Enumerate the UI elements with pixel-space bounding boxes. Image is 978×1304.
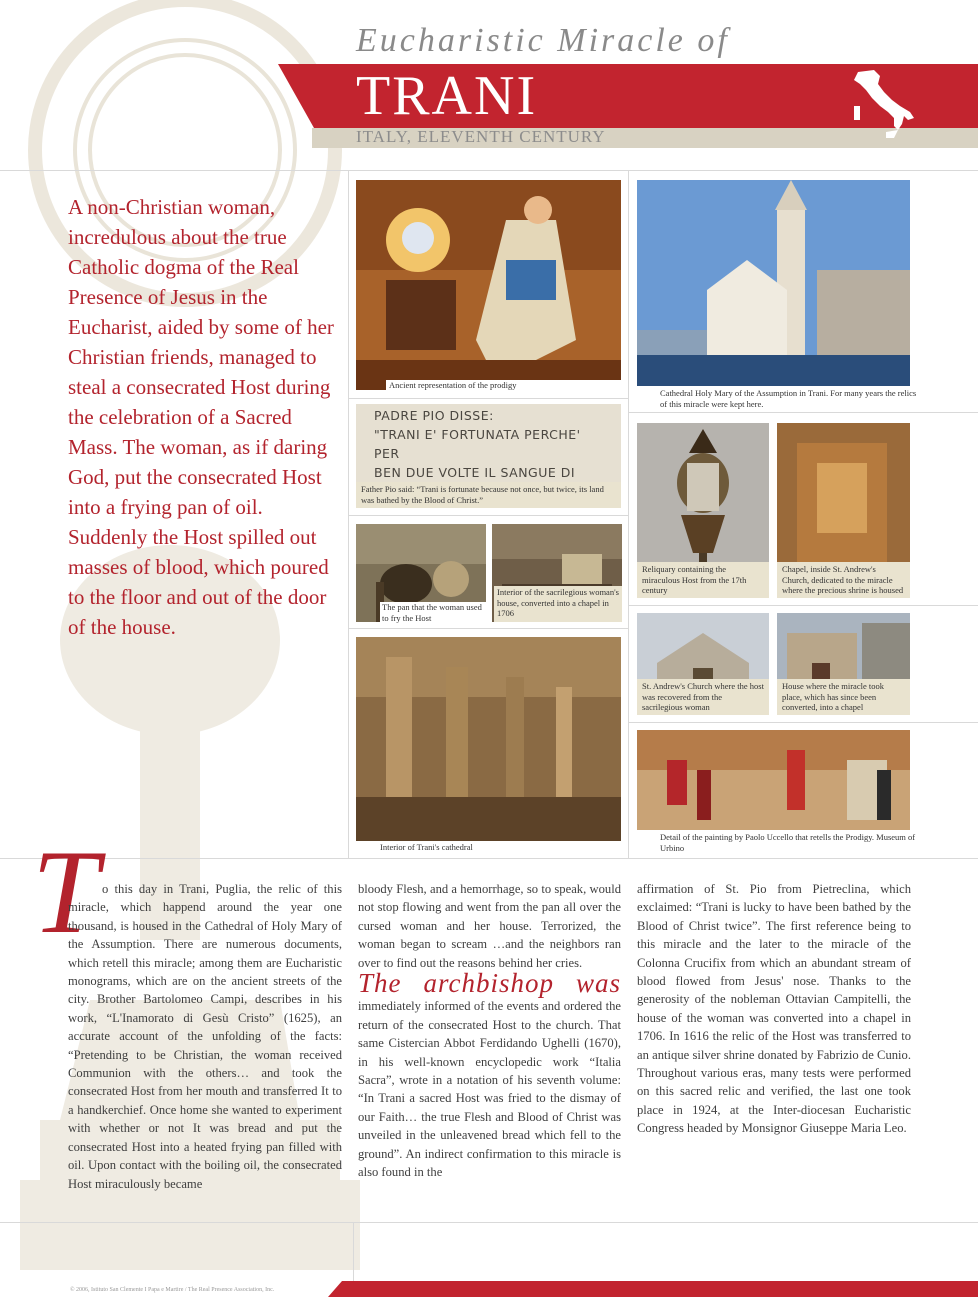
divider — [348, 398, 628, 399]
cathedral-exterior-image — [637, 180, 910, 386]
italy-map-icon — [848, 68, 920, 144]
chapel-caption: Chapel, inside St. Andrew's Church, dedicated to the miracle where the precious shrine is housed — [777, 562, 910, 598]
divider — [628, 170, 629, 858]
body-paragraph: affirmation of St. Pio from Pietreclina, which exclaimed: “Trani is lucky to have been bathed by the Blood of Christ twice”. The first reference being to this miracle and the later to the miracle of the Colonna Crucifix from which an abundant stream of blood flowed from Jesus' nose. Thanks to the generosity of the nobleman Ottavian Campitelli, the house of the woman was converted into a chapel in 1706. In 1616 the relic of the Host was transferred to an antique silver shrine donated by Fabrizio de Cunio. Throughout various eras, many tests were performed on this sacred relic and verified, the last one took place in 1924, at the Inter-diocesan Eucharistic Congress headed by Monsignor Giuseppe Maria Leo. — [637, 882, 911, 1136]
divider — [628, 722, 978, 723]
section-lead: The archbishop was — [358, 968, 621, 999]
period-label: ITALY, ELEVENTH CENTURY — [356, 127, 606, 146]
dropcap-letter: T — [32, 825, 99, 958]
prodigy-caption: Ancient representation of the prodigy — [386, 380, 622, 391]
padre-pio-caption: Father Pio said: “Trani is fortunate because not once, but twice, its land was bathed by the Blood of Christ.” — [356, 482, 621, 508]
inscription-line: PADRE PIO DISSE: — [374, 408, 494, 423]
divider — [628, 412, 978, 413]
copyright-notice: © 2006, Istituto San Clemente I Papa e Martire / The Real Presence Association, Inc. — [70, 1287, 275, 1293]
inscription-line: BEN DUE VOLTE IL SANGUE DI — [374, 465, 576, 480]
divider — [0, 858, 978, 859]
body-paragraph: bloody Flesh, and a hemorrhage, so to speak, would not stop flowing and went from the pan all over the cursed woman and her house. Terrorized, the woman began to scream …and the neighbors ran over to find out the reasons behind her cries. — [358, 882, 621, 970]
frying-pan-caption: The pan that the woman used to fry the Host — [380, 602, 490, 623]
inscription-text — [356, 404, 621, 482]
page-title: TRANI — [356, 65, 538, 127]
intro-text — [68, 192, 346, 642]
divider — [348, 170, 349, 858]
divider — [628, 605, 978, 606]
intro-paragraph: A non-Christian woman, incredulous about the true Catholic dogma of the Real Presence of Jesus in the Eucharist, aided by some of her Christian friends, managed to steal a consecrated Host during the celebration of a Sacred Mass. The woman, as if daring God, put the consecrated Host into a frying pan of oil. Suddenly the Host spilled out masses of blood, which poured to the floor and out of the door of the house. — [68, 195, 334, 639]
header-subtitle: Eucharistic Miracle of — [356, 22, 730, 59]
prodigy-painting-image — [356, 180, 621, 390]
padre-pio-inscription-image — [356, 404, 621, 482]
body-paragraph: o this day in Trani, Puglia, the relic of this miracle, which happend around the year one thousand, is housed in the Cathedral of Holy Mary of the Assumption. There are numerous documents, which retell this miracle; among them are Eucharistic monograms, which are on the ancient streets of the city. Brother Bartolomeo Campi, describes in his work, “L'Inamorato di Gesù Cristo” (1625), an accurate account of the unfolding of the facts: “Pretending to be Christian, the woman received Communion with the others… and took the consecrated Host from her mouth and transferred It to a handkerchief. Once home she wanted to experiment with whether or not It was bread and put the consecrated Host into a heated frying pan filled with oil. Upon contact with the boiling oil, the consecrated Host miraculously became — [68, 882, 342, 1191]
miracle-house-caption: House where the miracle took place, which has since been converted, into a chapel — [777, 679, 910, 715]
uccello-painting-image — [637, 730, 910, 830]
cathedral-interior-image — [356, 637, 621, 841]
cathedral-exterior-caption: Cathedral Holy Mary of the Assumption in Trani. For many years the relics of this miracle were kept here. — [660, 388, 920, 409]
body-paragraph — [358, 968, 621, 1181]
body-column-3 — [637, 880, 911, 1138]
cathedral-interior-caption: Interior of Trani's cathedral — [380, 842, 610, 853]
divider — [348, 515, 628, 516]
body-column-1 — [68, 880, 342, 1193]
divider — [348, 628, 628, 629]
house-interior-caption: Interior of the sacrilegious woman's house, converted into a chapel in 1706 — [494, 586, 622, 622]
divider — [0, 170, 978, 171]
st-andrew-caption: St. Andrew's Church where the host was recovered from the sacrilegious woman — [637, 679, 769, 715]
divider — [0, 1222, 978, 1223]
divider — [353, 1222, 354, 1282]
body-column-2 — [358, 880, 621, 1182]
reliquary-caption: Reliquary containing the miraculous Host from the 17th century — [637, 562, 769, 598]
body-text: immediately informed of the events and ordered the return of the consecrated Host to the church. That same Cistercian Abbot Ferdidando Ughelli (1670), in his well-known encyclopedic work “Italia Sacra”, wrote in a notation of his seventh volume: “In Trani a sacred Host was fried to the dismay of our Faith… the true Flesh and Blood of Christ was unveiled in the unleavened bread which fell to the ground”. An indirect confirmation to this miracle is also found in the — [358, 999, 621, 1180]
inscription-line: "TRANI E' FORTUNATA PERCHE' PER — [374, 427, 581, 461]
uccello-caption: Detail of the painting by Paolo Uccello that retells the Prodigy. Museum of Urbino — [660, 832, 920, 853]
footer-bar — [328, 1281, 978, 1297]
